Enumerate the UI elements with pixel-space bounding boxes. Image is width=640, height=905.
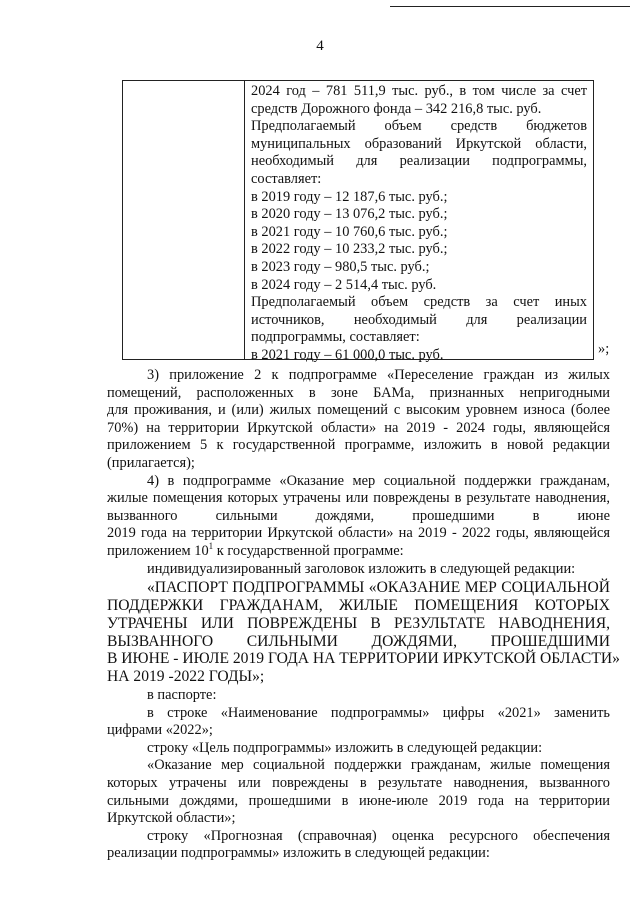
text-line xyxy=(251,118,587,136)
table-closing-mark: »; xyxy=(598,341,610,357)
text-line xyxy=(107,757,610,775)
line-text: строку «Прогнозная (справочная) оценка ресурсного обеспечения xyxy=(147,827,610,844)
line-text: для проживания, и (или) жилых помещений с высоким уровнем износа (более xyxy=(107,402,610,419)
text-line xyxy=(251,206,587,224)
paragraph xyxy=(107,740,610,758)
line-text: УТРАЧЕНЫ ИЛИ ПОВРЕЖДЕНЫ В РЕЗУЛЬТАТЕ НАВОДНЕНИЯ, xyxy=(107,614,610,632)
text-line xyxy=(107,490,610,508)
text-line xyxy=(107,705,610,723)
text-line xyxy=(251,153,587,171)
line-text: в 2019 году – 12 187,6 тыс. руб.; xyxy=(251,188,448,205)
text-line xyxy=(107,722,610,740)
page-number: 4 xyxy=(316,38,324,54)
line-text: НА 2019 -2022 ГОДЫ»; xyxy=(107,668,265,686)
text-line xyxy=(107,633,610,651)
paragraph xyxy=(107,473,610,561)
line-text: средств Дорожного фонда – 342 216,8 тыс. руб. xyxy=(251,100,542,117)
line-text: в 2021 году – 10 760,6 тыс. руб.; xyxy=(251,223,448,240)
line-text: цифрами «2022»; xyxy=(107,722,213,739)
subprogram-passport-heading xyxy=(107,579,620,686)
line-text: Иркутской области»; xyxy=(107,810,236,827)
line-text: в 2021 году – 61 000,0 тыс. руб. xyxy=(251,346,444,363)
line-text: вызванного сильными дождями, прошедшими в июне xyxy=(107,507,610,524)
text-line xyxy=(107,561,610,579)
line-text: ПОДДЕРЖКИ ГРАЖДАНАМ, ЖИЛЫЕ ПОМЕЩЕНИЯ КОТОРЫХ xyxy=(107,596,610,614)
text-line xyxy=(107,687,610,705)
table-column-divider xyxy=(244,81,245,359)
line-text: строку «Цель подпрограммы» изложить в следующей редакции: xyxy=(147,739,543,756)
line-text: 4) в подпрограмме «Оказание мер социальной поддержки гражданам, xyxy=(147,472,610,489)
line-text: источников, необходимый для реализации xyxy=(251,311,587,328)
text-line xyxy=(107,828,610,846)
text-line xyxy=(107,579,610,597)
funding-table xyxy=(122,80,594,363)
line-text: подпрограммы, составляет: xyxy=(251,329,420,346)
line-text: 2024 год – 781 511,9 тыс. руб., в том числе за счет xyxy=(251,83,587,99)
text-line xyxy=(251,294,587,312)
text-line xyxy=(107,597,610,615)
top-rule xyxy=(390,6,630,7)
text-line xyxy=(107,810,610,828)
text-line xyxy=(251,241,587,259)
line-text: Предполагаемый объем средств бюджетов xyxy=(251,118,587,135)
text-line xyxy=(251,101,587,119)
text-line xyxy=(107,668,610,686)
text-line xyxy=(251,136,587,154)
text-line xyxy=(107,615,610,633)
text-line xyxy=(107,775,610,793)
line-text: составляет: xyxy=(251,170,322,187)
text-line xyxy=(107,402,610,420)
line-text: В ИЮНЕ - ИЮЛЕ 2019 ГОДА НА ТЕРРИТОРИИ ИРКУТСКОЙ ОБЛАСТИ» xyxy=(107,650,620,668)
paragraph xyxy=(107,705,610,740)
text-line xyxy=(107,367,610,385)
paragraph xyxy=(107,367,610,473)
text-line xyxy=(251,329,587,347)
line-text: в паспорте: xyxy=(147,687,217,703)
line-text: «ПАСПОРТ ПОДПРОГРАММЫ «ОКАЗАНИЕ МЕР СОЦИАЛЬНОЙ xyxy=(147,579,610,597)
text-line xyxy=(107,845,610,863)
line-text: 70%) на территории Иркутской области» на 2019 - 2024 годы, являющейся xyxy=(107,419,610,436)
line-text: приложением 5 к государственной программе, изложить в новой редакции xyxy=(107,437,610,454)
text-line xyxy=(107,650,620,668)
paragraph xyxy=(107,687,610,705)
text-line xyxy=(107,437,610,455)
line-text: жилые помещения которых утрачены или повреждены в результате наводнения, xyxy=(107,490,610,507)
text-line xyxy=(251,171,587,189)
text-line xyxy=(107,793,610,811)
line-text: (прилагается); xyxy=(107,454,195,471)
text-line xyxy=(251,83,587,101)
table-cell-funding-text xyxy=(251,83,587,365)
line-text: 3) приложение 2 к подпрограмме «Переселение граждан из жилых xyxy=(147,367,610,383)
superscript: 1 xyxy=(208,541,214,552)
paragraph xyxy=(107,561,610,579)
line-text: приложением 10 xyxy=(107,542,209,559)
line-text-tail: к государственной программе: xyxy=(213,542,404,559)
line-text: помещений, расположенных в зоне БАМа, признанных непригодными xyxy=(107,384,610,401)
line-text: в строке «Наименование подпрограммы» цифры «2021» заменить xyxy=(147,704,610,721)
text-line xyxy=(107,473,610,491)
text-line xyxy=(251,224,587,242)
line-text: 2019 года на территории Иркутской области» на 2019 - 2022 годы, являющейся xyxy=(107,525,610,542)
line-text: которых утрачены или повреждены в результате наводнения, вызванного xyxy=(107,774,610,791)
text-line xyxy=(251,189,587,207)
line-text: в 2020 году – 13 076,2 тыс. руб.; xyxy=(251,206,448,223)
line-text: ВЫЗВАННОГО СИЛЬНЫМИ ДОЖДЯМИ, ПРОШЕДШИМИ xyxy=(107,632,610,650)
paragraph xyxy=(107,828,610,863)
text-line xyxy=(251,259,587,277)
text-line xyxy=(251,277,587,295)
text-line xyxy=(251,347,587,365)
line-text: Предполагаемый объем средств за счет иных xyxy=(251,294,587,311)
line-text: в 2023 году – 980,5 тыс. руб.; xyxy=(251,258,430,275)
line-text: муниципальных образований Иркутской области, xyxy=(251,135,587,152)
line-text: реализации подпрограммы» изложить в следующей редакции: xyxy=(107,845,490,862)
line-text: «Оказание мер социальной поддержки гражданам, жилые помещения xyxy=(147,757,610,774)
line-text: в 2022 году – 10 233,2 тыс. руб.; xyxy=(251,241,448,258)
text-line xyxy=(107,508,610,526)
paragraph xyxy=(107,757,610,827)
line-text: индивидуализированный заголовок изложить в следующей редакции: xyxy=(147,560,576,577)
text-line xyxy=(107,740,610,758)
line-text: сильными дождями, прошедшими в июне-июле 2019 года на территории xyxy=(107,792,610,809)
text-line xyxy=(251,312,587,330)
text-line xyxy=(107,455,610,473)
line-text: необходимый для реализации подпрограммы, xyxy=(251,153,587,170)
text-line xyxy=(107,420,610,438)
text-line xyxy=(107,525,610,543)
text-line xyxy=(107,385,610,403)
line-text: в 2024 году – 2 514,4 тыс. руб. xyxy=(251,276,437,293)
text-line xyxy=(107,543,610,561)
